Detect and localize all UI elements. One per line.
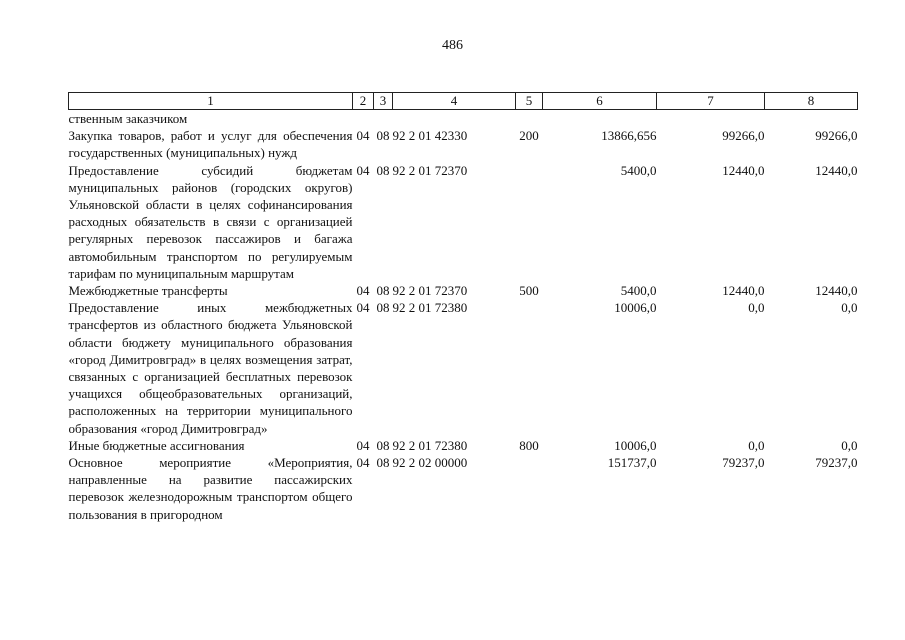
amount-col8: 12440,0 [815, 283, 858, 299]
table-row [69, 282, 858, 299]
expense-type-code [516, 162, 543, 282]
amount-col8: 99266,0 [815, 128, 858, 144]
expense-type-code [516, 299, 543, 437]
amount-col6: 10006,0 [614, 437, 657, 453]
column-header: 7 [657, 93, 765, 110]
subsection-code: 08 [376, 283, 390, 299]
column-header: 5 [516, 93, 543, 110]
row-description: ственным заказчиком [68, 111, 188, 126]
amount-col8: 0,0 [841, 300, 858, 316]
column-header: 6 [543, 93, 657, 110]
expense-type-code: 200 [519, 128, 539, 144]
section-code: 04 [356, 283, 370, 299]
column-number-row [69, 93, 858, 110]
section-code: 04 [356, 455, 370, 471]
subsection-code: 08 [376, 300, 390, 316]
amount-col6: 5400,0 [620, 283, 657, 299]
row-description: Закупка товаров, работ и услуг для обеспечения государственных (муниципальных) нужд [68, 128, 353, 161]
section-code: 04 [356, 162, 370, 178]
amount-col7 [657, 110, 765, 128]
table-row [69, 162, 858, 282]
subsection-code: 08 [376, 162, 390, 178]
table-row [69, 110, 858, 128]
amount-col8: 12440,0 [815, 162, 858, 178]
table-row [69, 437, 858, 454]
section-code [353, 110, 374, 128]
table-row [69, 454, 858, 523]
subsection-code: 08 [376, 437, 390, 453]
target-article-code: 92 2 01 72370 [392, 162, 468, 178]
target-article-code: 92 2 01 42330 [392, 128, 468, 144]
amount-col8 [765, 110, 858, 128]
section-code: 04 [356, 300, 370, 316]
amount-col7: 12440,0 [722, 283, 765, 299]
table-row [69, 299, 858, 437]
expense-type-code: 500 [519, 283, 539, 299]
section-code: 04 [356, 437, 370, 453]
row-description: Межбюджетные трансферты [68, 283, 228, 299]
row-description: Иные бюджетные ассигнования [68, 437, 245, 453]
row-description: Предоставление субсидий бюджетам муниципальных районов (городских округов) Ульяновской области в целях софинансирования расходных обязательств в связи с организацией регулярных перевозок пассажиров и багажа автомобильным транспортом по регулируемым тарифам по муниципальным маршрутам [68, 162, 353, 281]
column-header: 8 [765, 93, 858, 110]
subsection-code: 08 [376, 455, 390, 471]
page-number: 486 [442, 38, 463, 53]
target-article-code: 92 2 01 72370 [392, 283, 468, 299]
budget-table [68, 92, 858, 523]
amount-col8: 79237,0 [815, 455, 858, 471]
amount-col7: 12440,0 [722, 162, 765, 178]
amount-col6: 5400,0 [620, 162, 657, 178]
column-header: 3 [374, 93, 393, 110]
column-header: 2 [353, 93, 374, 110]
section-code: 04 [356, 128, 370, 144]
column-header: 1 [69, 93, 353, 110]
amount-col7: 0,0 [748, 300, 765, 316]
expense-type-code [516, 454, 543, 523]
amount-col6: 13866,656 [601, 128, 657, 144]
subsection-code [374, 110, 393, 128]
amount-col8: 0,0 [841, 437, 858, 453]
expense-type-code: 800 [519, 437, 539, 453]
amount-col7: 0,0 [748, 437, 765, 453]
target-article-code: 92 2 02 00000 [392, 455, 468, 471]
expense-type-code [516, 110, 543, 128]
target-article-code [393, 110, 516, 128]
amount-col7: 99266,0 [722, 128, 765, 144]
amount-col6 [543, 110, 657, 128]
column-header: 4 [393, 93, 516, 110]
row-description: Основное мероприятие «Мероприятия, направленные на развитие пассажирских перевозок железнодорожным транспортом общего пользования в пригородном [68, 455, 353, 522]
amount-col7: 79237,0 [722, 455, 765, 471]
table-row [69, 127, 858, 161]
amount-col6: 151737,0 [607, 455, 657, 471]
target-article-code: 92 2 01 72380 [392, 300, 468, 316]
subsection-code: 08 [376, 128, 390, 144]
row-description: Предоставление иных межбюджетных трансфертов из областного бюджета Ульяновской области бюджету муниципального образования «город Димитровград» в целях возмещения затрат, связанных с организацией бесплатных перевозок учащихся общеобразовательных организаций, расположенных на территории муниципального образования «город Димитровград» [68, 300, 353, 436]
amount-col6: 10006,0 [614, 300, 657, 316]
target-article-code: 92 2 01 72380 [392, 437, 468, 453]
